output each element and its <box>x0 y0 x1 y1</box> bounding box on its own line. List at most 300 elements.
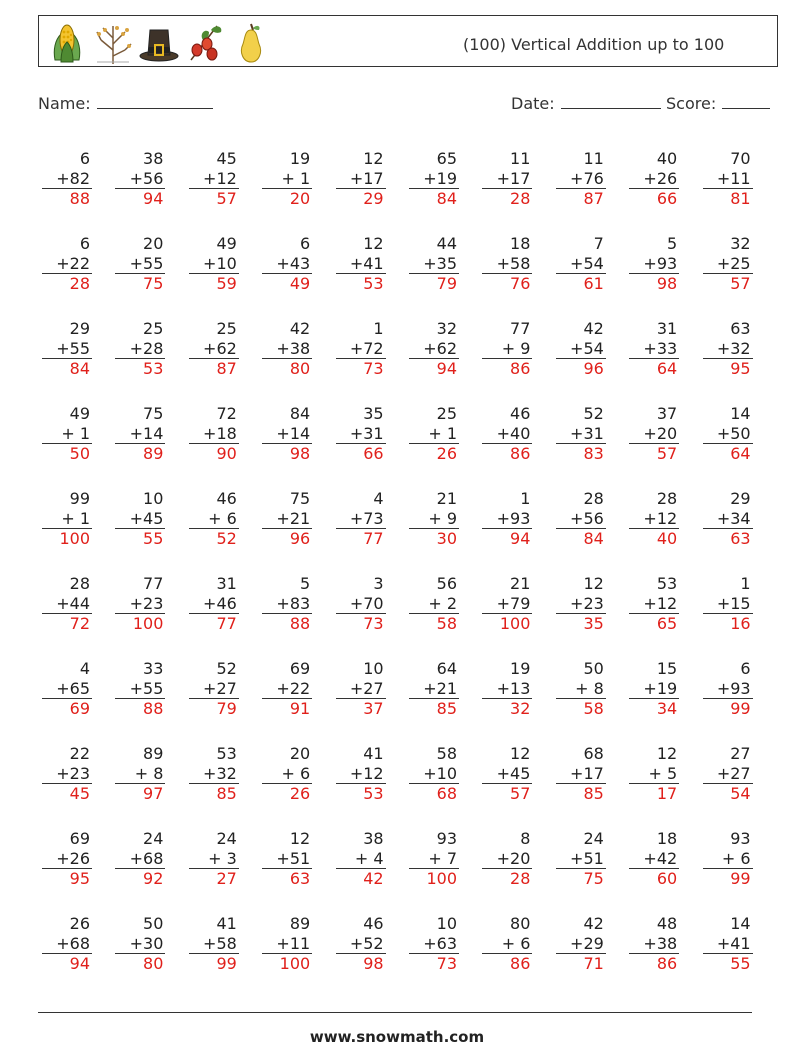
answer[interactable]: 72 <box>42 613 92 633</box>
addend-bottom: +13 <box>496 678 531 698</box>
addend-top: 21 <box>510 574 531 593</box>
answer[interactable]: 99 <box>189 953 239 973</box>
addend-top: 12 <box>363 149 384 168</box>
addition-problem <box>691 574 753 633</box>
answer[interactable]: 81 <box>703 188 753 208</box>
answer[interactable]: 58 <box>409 613 459 633</box>
answer[interactable]: 96 <box>262 528 312 548</box>
addend-top: 70 <box>730 149 751 168</box>
addend-top: 31 <box>656 319 678 338</box>
answer[interactable]: 55 <box>115 528 165 548</box>
addition-problem <box>617 574 679 633</box>
answer[interactable]: 85 <box>189 783 239 803</box>
addition-problem <box>250 319 312 378</box>
footer-divider <box>38 1012 752 1013</box>
answer[interactable]: 26 <box>262 783 312 803</box>
answer[interactable]: 84 <box>556 528 606 548</box>
addend-bottom: +54 <box>570 338 604 358</box>
addend-top: 20 <box>289 744 311 763</box>
addition-problem <box>397 404 459 463</box>
addition-problem <box>103 234 165 293</box>
addition-problem <box>691 659 753 718</box>
addend-bottom: +58 <box>203 933 237 953</box>
site-url[interactable]: www.snowmath.com <box>309 1028 485 1046</box>
addition-problem <box>250 744 312 803</box>
addend-bottom: +51 <box>276 848 311 868</box>
addend-top: 65 <box>436 149 457 168</box>
answer[interactable]: 20 <box>262 188 312 208</box>
addend-top: 28 <box>583 489 604 508</box>
addition-problem <box>324 574 386 633</box>
answer[interactable]: 68 <box>409 783 459 803</box>
answer[interactable]: 86 <box>482 358 532 378</box>
answer[interactable]: 26 <box>409 443 459 463</box>
addition-problem <box>30 234 92 293</box>
addend-top: 10 <box>436 914 457 933</box>
answer[interactable]: 64 <box>703 443 753 463</box>
addition-problem <box>691 744 753 803</box>
addend-top: 12 <box>363 234 384 253</box>
addition-problem <box>250 149 312 208</box>
addend-top: 52 <box>583 404 604 423</box>
addend-bottom: +14 <box>129 423 164 443</box>
addend-top: 50 <box>583 659 604 678</box>
answer[interactable]: 59 <box>189 273 239 293</box>
addend-top: 53 <box>656 574 678 593</box>
answer[interactable]: 32 <box>482 698 532 718</box>
answer[interactable]: 28 <box>482 188 532 208</box>
answer[interactable]: 27 <box>189 868 239 888</box>
addition-problem <box>30 404 92 463</box>
answer[interactable]: 91 <box>262 698 312 718</box>
answer[interactable]: 55 <box>703 953 753 973</box>
answer[interactable]: 58 <box>556 698 606 718</box>
answer[interactable]: 98 <box>336 953 386 973</box>
answer[interactable]: 50 <box>42 443 92 463</box>
addend-top: 63 <box>730 319 751 338</box>
addend-top: 89 <box>143 744 164 763</box>
addend-bottom: +17 <box>570 763 604 783</box>
answer[interactable]: 80 <box>115 953 165 973</box>
addend-top: 10 <box>363 659 384 678</box>
addend-bottom: +52 <box>349 933 384 953</box>
addend-top: 5 <box>300 574 311 593</box>
addition-problem <box>30 574 92 633</box>
addend-bottom: +72 <box>349 338 384 358</box>
score-label: Score: <box>666 94 717 113</box>
answer[interactable]: 90 <box>189 443 239 463</box>
addend-bottom: +43 <box>276 253 311 273</box>
addend-top: 29 <box>69 319 90 338</box>
addend-bottom: +55 <box>129 253 164 273</box>
answer[interactable]: 71 <box>556 953 606 973</box>
addition-problem <box>177 149 239 208</box>
answer[interactable]: 99 <box>703 698 753 718</box>
addition-problem <box>324 234 386 293</box>
answer[interactable]: 100 <box>115 613 165 633</box>
answer[interactable]: 57 <box>189 188 239 208</box>
addend-bottom: +38 <box>643 933 678 953</box>
answer[interactable]: 79 <box>189 698 239 718</box>
answer[interactable]: 57 <box>703 273 753 293</box>
addend-bottom: +25 <box>716 253 751 273</box>
addend-bottom: +93 <box>643 253 678 273</box>
addend-top: 14 <box>730 914 751 933</box>
addend-bottom: + 5 <box>648 763 678 783</box>
addend-top: 18 <box>656 829 678 848</box>
addition-problem <box>177 659 239 718</box>
answer[interactable]: 61 <box>556 273 606 293</box>
addend-bottom: + 3 <box>208 848 237 868</box>
answer[interactable]: 80 <box>262 358 312 378</box>
answer[interactable]: 73 <box>336 358 386 378</box>
answer[interactable]: 16 <box>703 613 753 633</box>
answer[interactable]: 99 <box>703 868 753 888</box>
addend-top: 1 <box>520 489 531 508</box>
addend-top: 18 <box>510 234 531 253</box>
answer[interactable]: 85 <box>556 783 606 803</box>
addend-bottom: +31 <box>570 423 604 443</box>
answer[interactable]: 45 <box>42 783 92 803</box>
addition-problem <box>544 319 606 378</box>
addition-problem <box>691 149 753 208</box>
answer[interactable]: 35 <box>556 613 606 633</box>
addend-top: 53 <box>216 744 237 763</box>
addition-problem <box>103 149 165 208</box>
answer[interactable]: 86 <box>482 953 532 973</box>
addition-problem <box>30 319 92 378</box>
addend-top: 25 <box>216 319 237 338</box>
answer[interactable]: 77 <box>189 613 239 633</box>
addend-bottom: +83 <box>276 593 311 613</box>
addend-top: 4 <box>373 489 384 508</box>
addend-bottom: +41 <box>349 253 384 273</box>
answer[interactable]: 63 <box>703 528 753 548</box>
addend-bottom: +65 <box>56 678 90 698</box>
addition-problem <box>617 149 679 208</box>
answer[interactable]: 96 <box>556 358 606 378</box>
addition-problem <box>250 234 312 293</box>
addition-problem <box>103 404 165 463</box>
addition-problem <box>324 489 386 548</box>
answer[interactable]: 53 <box>115 358 165 378</box>
addend-bottom: +10 <box>423 763 457 783</box>
addend-top: 19 <box>289 149 311 168</box>
addition-problem <box>470 234 532 293</box>
addend-top: 75 <box>143 404 164 423</box>
addend-top: 21 <box>436 489 457 508</box>
addition-problem <box>177 574 239 633</box>
addition-problem <box>544 489 606 548</box>
addition-problem <box>30 914 92 973</box>
worksheet-title: (100) Vertical Addition up to 100 <box>463 35 725 54</box>
addition-problem <box>470 489 532 548</box>
answer[interactable]: 52 <box>189 528 239 548</box>
addition-problem <box>103 829 165 888</box>
answer[interactable]: 77 <box>336 528 386 548</box>
addend-bottom: +27 <box>716 763 751 783</box>
addition-problem <box>617 319 679 378</box>
addend-bottom: +51 <box>570 848 604 868</box>
addend-top: 12 <box>656 744 678 763</box>
addend-bottom: +63 <box>423 933 457 953</box>
addend-bottom: +70 <box>349 593 384 613</box>
addition-problem <box>544 744 606 803</box>
addend-bottom: +35 <box>423 253 457 273</box>
addend-top: 24 <box>216 829 237 848</box>
addend-top: 72 <box>216 404 237 423</box>
addition-problem <box>324 149 386 208</box>
addition-problem <box>103 574 165 633</box>
answer[interactable]: 73 <box>336 613 386 633</box>
addend-top: 6 <box>79 149 90 168</box>
addend-bottom: +38 <box>276 338 311 358</box>
addend-top: 64 <box>436 659 457 678</box>
addend-top: 40 <box>656 149 678 168</box>
addend-bottom: +27 <box>349 678 384 698</box>
addend-top: 77 <box>510 319 531 338</box>
addition-problem <box>177 404 239 463</box>
answer[interactable]: 28 <box>42 273 92 293</box>
addend-bottom: +54 <box>570 253 604 273</box>
addend-top: 42 <box>289 319 311 338</box>
answer[interactable]: 84 <box>409 188 459 208</box>
addition-problem <box>544 914 606 973</box>
addend-top: 46 <box>363 914 384 933</box>
answer[interactable]: 95 <box>703 358 753 378</box>
answer[interactable]: 28 <box>482 868 532 888</box>
addend-bottom: + 7 <box>428 848 457 868</box>
addend-top: 20 <box>143 234 164 253</box>
addend-top: 4 <box>79 659 90 678</box>
answer[interactable]: 53 <box>336 273 386 293</box>
addend-bottom: +55 <box>56 338 90 358</box>
addend-top: 11 <box>583 149 604 168</box>
addend-bottom: +12 <box>643 593 678 613</box>
addend-bottom: +19 <box>423 168 457 188</box>
answer[interactable]: 95 <box>42 868 92 888</box>
answer[interactable]: 92 <box>115 868 165 888</box>
addend-bottom: +34 <box>716 508 751 528</box>
addition-problem <box>250 914 312 973</box>
answer[interactable]: 88 <box>115 698 165 718</box>
answer[interactable]: 37 <box>336 698 386 718</box>
answer[interactable]: 63 <box>262 868 312 888</box>
addend-bottom: +17 <box>349 168 384 188</box>
addend-top: 49 <box>216 234 237 253</box>
answer[interactable]: 100 <box>262 953 312 973</box>
answer[interactable]: 17 <box>629 783 679 803</box>
addend-top: 32 <box>436 319 457 338</box>
addend-top: 12 <box>583 574 604 593</box>
addend-top: 41 <box>363 744 384 763</box>
addition-problem <box>544 149 606 208</box>
addend-bottom: +23 <box>129 593 164 613</box>
addend-bottom: + 1 <box>61 508 90 528</box>
addition-problem <box>30 829 92 888</box>
addition-problem <box>397 489 459 548</box>
addend-top: 35 <box>363 404 384 423</box>
addition-problem <box>103 489 165 548</box>
addend-bottom: +32 <box>203 763 237 783</box>
answer[interactable]: 88 <box>42 188 92 208</box>
addition-problem <box>617 234 679 293</box>
answer[interactable]: 94 <box>42 953 92 973</box>
answer[interactable]: 87 <box>189 358 239 378</box>
answer[interactable]: 66 <box>629 188 679 208</box>
addend-top: 93 <box>730 829 751 848</box>
addend-bottom: +11 <box>276 933 311 953</box>
addition-problem <box>177 489 239 548</box>
answer[interactable]: 79 <box>409 273 459 293</box>
addend-bottom: + 8 <box>575 678 604 698</box>
answer[interactable]: 64 <box>629 358 679 378</box>
answer[interactable]: 85 <box>409 698 459 718</box>
answer[interactable]: 69 <box>42 698 92 718</box>
addition-problem <box>250 829 312 888</box>
addend-bottom: +31 <box>349 423 384 443</box>
answer[interactable]: 94 <box>115 188 165 208</box>
addend-bottom: +30 <box>129 933 164 953</box>
addition-problem <box>397 744 459 803</box>
addend-bottom: + 1 <box>61 423 90 443</box>
addend-top: 69 <box>289 659 311 678</box>
answer[interactable]: 100 <box>409 868 459 888</box>
addition-problem <box>324 829 386 888</box>
addition-problem <box>470 914 532 973</box>
answer[interactable]: 53 <box>336 783 386 803</box>
addend-top: 46 <box>216 489 237 508</box>
addition-problem <box>691 489 753 548</box>
answer[interactable]: 86 <box>629 953 679 973</box>
addition-problem <box>324 319 386 378</box>
addend-top: 42 <box>583 914 604 933</box>
addend-bottom: +42 <box>643 848 678 868</box>
answer[interactable]: 57 <box>482 783 532 803</box>
addition-problem <box>103 319 165 378</box>
addend-top: 28 <box>656 489 678 508</box>
addition-problem <box>397 829 459 888</box>
addend-top: 11 <box>510 149 531 168</box>
addend-top: 37 <box>656 404 678 423</box>
answer[interactable]: 66 <box>336 443 386 463</box>
addition-problem <box>177 744 239 803</box>
addend-bottom: +76 <box>570 168 604 188</box>
name-label: Name: <box>38 94 91 113</box>
addend-top: 5 <box>667 234 678 253</box>
addend-bottom: +11 <box>716 168 751 188</box>
answer[interactable]: 98 <box>262 443 312 463</box>
addend-bottom: +56 <box>570 508 604 528</box>
answer[interactable]: 73 <box>409 953 459 973</box>
answer[interactable]: 75 <box>556 868 606 888</box>
addition-problem <box>324 659 386 718</box>
addition-problem <box>544 829 606 888</box>
addend-bottom: +14 <box>276 423 311 443</box>
addend-bottom: +19 <box>643 678 678 698</box>
addend-bottom: +12 <box>349 763 384 783</box>
addend-bottom: +93 <box>496 508 531 528</box>
answer[interactable]: 86 <box>482 443 532 463</box>
addend-bottom: +82 <box>56 168 90 188</box>
addend-top: 89 <box>289 914 311 933</box>
addend-top: 58 <box>436 744 457 763</box>
answer[interactable]: 49 <box>262 273 312 293</box>
addition-problem <box>30 659 92 718</box>
addend-top: 50 <box>143 914 164 933</box>
addend-bottom: +21 <box>423 678 457 698</box>
addition-problem <box>397 149 459 208</box>
answer[interactable]: 34 <box>629 698 679 718</box>
addend-bottom: +32 <box>716 338 751 358</box>
answer[interactable]: 88 <box>262 613 312 633</box>
addend-top: 6 <box>740 659 751 678</box>
answer[interactable]: 60 <box>629 868 679 888</box>
answer[interactable]: 54 <box>703 783 753 803</box>
answer[interactable]: 94 <box>409 358 459 378</box>
addition-problem <box>250 404 312 463</box>
answer[interactable]: 57 <box>629 443 679 463</box>
answer[interactable]: 97 <box>115 783 165 803</box>
addend-bottom: +44 <box>56 593 90 613</box>
addend-bottom: +73 <box>349 508 384 528</box>
answer[interactable]: 29 <box>336 188 386 208</box>
answer[interactable]: 100 <box>42 528 92 548</box>
answer[interactable]: 75 <box>115 273 165 293</box>
addend-top: 15 <box>656 659 678 678</box>
answer[interactable]: 98 <box>629 273 679 293</box>
addend-bottom: +45 <box>496 763 531 783</box>
addend-top: 68 <box>583 744 604 763</box>
answer[interactable]: 84 <box>42 358 92 378</box>
addend-bottom: + 2 <box>428 593 457 613</box>
addend-top: 14 <box>730 404 751 423</box>
addend-bottom: +79 <box>496 593 531 613</box>
addition-problem <box>617 489 679 548</box>
addend-bottom: +55 <box>129 678 164 698</box>
addend-top: 27 <box>730 744 751 763</box>
addend-bottom: +58 <box>496 253 531 273</box>
addend-top: 56 <box>436 574 457 593</box>
addend-top: 33 <box>143 659 164 678</box>
addition-problem <box>324 914 386 973</box>
addend-bottom: + 9 <box>428 508 457 528</box>
addend-bottom: + 8 <box>134 763 164 783</box>
addition-problem <box>177 914 239 973</box>
addend-top: 3 <box>373 574 384 593</box>
answer[interactable]: 40 <box>629 528 679 548</box>
answer[interactable]: 76 <box>482 273 532 293</box>
addend-bottom: +68 <box>129 848 164 868</box>
answer[interactable]: 30 <box>409 528 459 548</box>
answer[interactable]: 100 <box>482 613 532 633</box>
answer[interactable]: 87 <box>556 188 606 208</box>
addend-bottom: +18 <box>203 423 237 443</box>
addend-bottom: +62 <box>203 338 237 358</box>
addition-problem <box>103 914 165 973</box>
answer[interactable]: 89 <box>115 443 165 463</box>
answer[interactable]: 94 <box>482 528 532 548</box>
addend-top: 99 <box>69 489 90 508</box>
addend-bottom: +22 <box>276 678 311 698</box>
answer[interactable]: 42 <box>336 868 386 888</box>
answer[interactable]: 83 <box>556 443 606 463</box>
answer[interactable]: 65 <box>629 613 679 633</box>
addend-top: 77 <box>143 574 164 593</box>
addend-bottom: +93 <box>716 678 751 698</box>
addition-problem <box>691 234 753 293</box>
addend-bottom: + 9 <box>501 338 531 358</box>
